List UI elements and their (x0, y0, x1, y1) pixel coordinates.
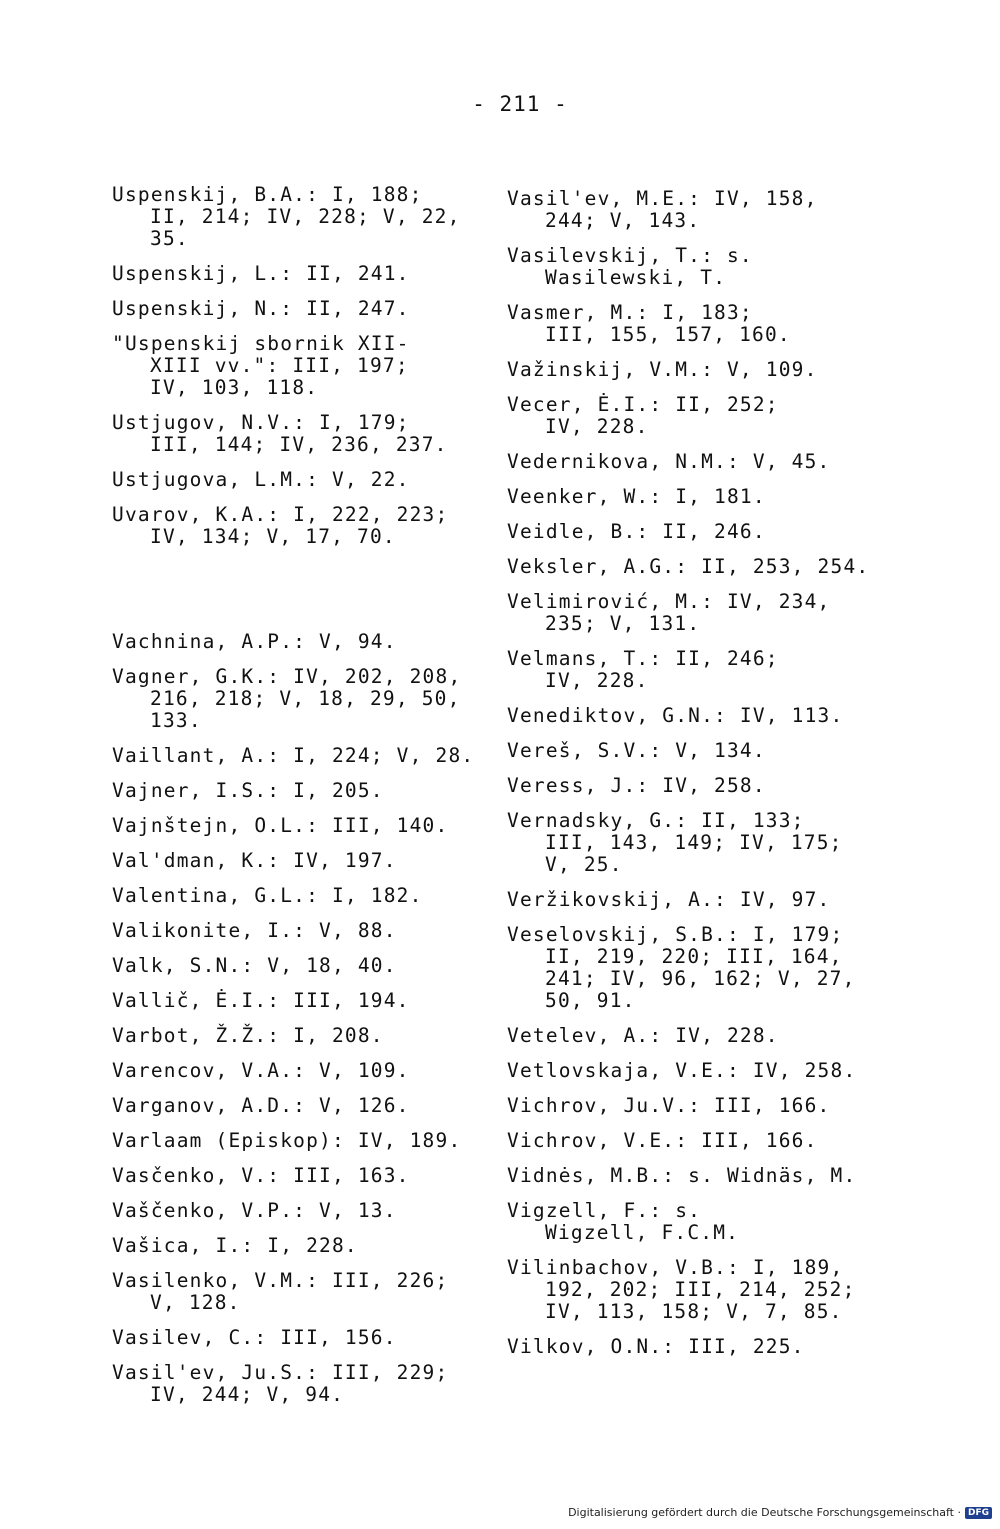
entry-heading-line: Vetelev, A.: IV, 228. (507, 1024, 779, 1047)
entry-continuation-line: IV, 228. (545, 415, 649, 438)
index-entry (112, 920, 512, 942)
entry-heading-line: Vernadsky, G.: II, 133; (507, 809, 805, 832)
index-entry (112, 1130, 512, 1152)
entry-heading-line: Vilinbachov, V.B.: I, 189, (507, 1256, 844, 1279)
entry-heading-line: Vajnštejn, O.L.: III, 140. (112, 814, 449, 837)
index-entry (507, 486, 907, 508)
entry-continuation-line: 35. (150, 227, 189, 250)
entry-continuation-line: V, 25. (545, 853, 623, 876)
entry-continuation-line: II, 214; IV, 228; V, 22, (150, 205, 461, 228)
entry-continuation-line: Wasilewski, T. (545, 266, 727, 289)
entry-heading-line: Ustjugova, L.M.: V, 22. (112, 468, 410, 491)
index-entry (507, 556, 907, 578)
index-entry (507, 245, 907, 289)
entry-heading-line: Vaillant, A.: I, 224; V, 28. (112, 744, 475, 767)
index-entry (507, 1060, 907, 1082)
entry-continuation-line: III, 144; IV, 236, 237. (150, 433, 448, 456)
index-entry (112, 850, 512, 872)
entry-heading-line: Uspenskij, B.A.: I, 188; (112, 183, 423, 206)
entry-continuation-line: IV, 228. (545, 669, 649, 692)
entry-continuation-line: 133. (150, 709, 202, 732)
index-entry (112, 1327, 512, 1349)
entry-heading-line: Vasilevskij, T.: s. (507, 244, 753, 267)
entry-heading-line: Vecer, Ė.I.: II, 252; (507, 393, 779, 416)
index-entry (112, 1362, 512, 1406)
index-entry (112, 1270, 512, 1314)
index-entry (507, 1257, 907, 1323)
index-column-left (112, 184, 512, 1419)
index-entry (507, 1165, 907, 1187)
entry-continuation-line: III, 155, 157, 160. (545, 323, 791, 346)
entry-heading-line: Vallič, Ė.I.: III, 194. (112, 989, 410, 1012)
entry-heading-line: Veress, J.: IV, 258. (507, 774, 766, 797)
footer-text: Digitalisierung gefördert durch die Deutsche Forschungsgemeinschaft · (568, 1506, 961, 1519)
entry-heading-line: "Uspenskij sbornik XII- (112, 332, 410, 355)
entry-heading-line: Val'dman, K.: IV, 197. (112, 849, 397, 872)
entry-heading-line: Varencov, V.A.: V, 109. (112, 1059, 410, 1082)
letter-section-gap (112, 561, 512, 631)
entry-continuation-line: IV, 244; V, 94. (150, 1383, 345, 1406)
entry-heading-line: Vachnina, A.P.: V, 94. (112, 630, 397, 653)
index-entry (112, 990, 512, 1012)
index-entry (112, 412, 512, 456)
entry-heading-line: Vasčenko, V.: III, 163. (112, 1164, 410, 1187)
entry-heading-line: Veenker, W.: I, 181. (507, 485, 766, 508)
entry-heading-line: Veržikovskij, A.: IV, 97. (507, 888, 831, 911)
entry-heading-line: Vašica, I.: I, 228. (112, 1234, 358, 1257)
entry-continuation-line: III, 143, 149; IV, 175; (545, 831, 843, 854)
index-entry (507, 394, 907, 438)
entry-continuation-line: 216, 218; V, 18, 29, 50, (150, 687, 461, 710)
index-entry (507, 302, 907, 346)
entry-heading-line: Vilkov, O.N.: III, 225. (507, 1335, 805, 1358)
index-entry (112, 263, 512, 285)
index-entry (507, 924, 907, 1012)
entry-continuation-line: 241; IV, 96, 162; V, 27, (545, 967, 856, 990)
entry-continuation-line: V, 128. (150, 1291, 241, 1314)
entry-heading-line: Vasilenko, V.M.: III, 226; (112, 1269, 449, 1292)
entry-continuation-line: 235; V, 131. (545, 612, 701, 635)
entry-heading-line: Vigzell, F.: s. (507, 1199, 702, 1222)
index-entry (507, 521, 907, 543)
index-entry (112, 184, 512, 250)
index-entry (112, 666, 512, 732)
index-entry (507, 810, 907, 876)
index-entry (112, 1200, 512, 1222)
index-entry (112, 1025, 512, 1047)
entry-heading-line: Vidnės, M.B.: s. Widnäs, M. (507, 1164, 857, 1187)
entry-heading-line: Velimirović, M.: IV, 234, (507, 590, 831, 613)
entry-continuation-line: Wigzell, F.C.M. (545, 1221, 740, 1244)
entry-heading-line: Vichrov, V.E.: III, 166. (507, 1129, 818, 1152)
entry-heading-line: Valentina, G.L.: I, 182. (112, 884, 423, 907)
entry-continuation-line: 50, 91. (545, 989, 636, 1012)
index-entry (112, 631, 512, 653)
entry-heading-line: Važinskij, V.M.: V, 109. (507, 358, 818, 381)
index-entry (507, 1095, 907, 1117)
entry-heading-line: Veidle, B.: II, 246. (507, 520, 766, 543)
index-entry (112, 780, 512, 802)
entry-heading-line: Varganov, A.D.: V, 126. (112, 1094, 410, 1117)
index-entry (112, 745, 512, 767)
entry-heading-line: Vaščenko, V.P.: V, 13. (112, 1199, 397, 1222)
entry-heading-line: Velmans, T.: II, 246; (507, 647, 779, 670)
entry-heading-line: Vichrov, Ju.V.: III, 166. (507, 1094, 831, 1117)
entry-heading-line: Vereš, S.V.: V, 134. (507, 739, 766, 762)
index-entry (507, 1200, 907, 1244)
entry-continuation-line: XIII vv.": III, 197; (150, 354, 409, 377)
entry-heading-line: Valikonite, I.: V, 88. (112, 919, 397, 942)
index-entry (507, 1130, 907, 1152)
index-entry (507, 1025, 907, 1047)
index-entry (507, 188, 907, 232)
entry-continuation-line: IV, 103, 118. (150, 376, 319, 399)
index-entry (507, 889, 907, 911)
entry-heading-line: Vedernikova, N.M.: V, 45. (507, 450, 831, 473)
entry-heading-line: Vasilev, C.: III, 156. (112, 1326, 397, 1349)
entry-continuation-line: 192, 202; III, 214, 252; (545, 1278, 856, 1301)
index-entry (507, 775, 907, 797)
entry-heading-line: Vajner, I.S.: I, 205. (112, 779, 384, 802)
index-entry (112, 1060, 512, 1082)
entry-heading-line: Uvarov, K.A.: I, 222, 223; (112, 503, 449, 526)
entry-heading-line: Vetlovskaja, V.E.: IV, 258. (507, 1059, 857, 1082)
entry-heading-line: Ustjugov, N.V.: I, 179; (112, 411, 410, 434)
index-entry (507, 740, 907, 762)
index-entry (112, 298, 512, 320)
index-entry (507, 648, 907, 692)
index-entry (112, 815, 512, 837)
page-number: - 211 - (472, 92, 568, 116)
entry-heading-line: Uspenskij, N.: II, 247. (112, 297, 410, 320)
entry-continuation-line: IV, 113, 158; V, 7, 85. (545, 1300, 843, 1323)
index-entry (112, 1235, 512, 1257)
entry-heading-line: Uspenskij, L.: II, 241. (112, 262, 410, 285)
index-entry (112, 1165, 512, 1187)
index-entry (112, 885, 512, 907)
index-entry (507, 451, 907, 473)
entry-heading-line: Venediktov, G.N.: IV, 113. (507, 704, 844, 727)
index-column-right (507, 188, 907, 1371)
index-entry (112, 1095, 512, 1117)
entry-heading-line: Vasil'ev, Ju.S.: III, 229; (112, 1361, 449, 1384)
entry-heading-line: Vagner, G.K.: IV, 202, 208, (112, 665, 462, 688)
entry-heading-line: Veksler, A.G.: II, 253, 254. (507, 555, 870, 578)
index-entry (112, 955, 512, 977)
index-entry (507, 591, 907, 635)
entry-heading-line: Varlaam (Episkop): IV, 189. (112, 1129, 462, 1152)
entry-continuation-line: 244; V, 143. (545, 209, 701, 232)
entry-heading-line: Veselovskij, S.B.: I, 179; (507, 923, 844, 946)
entry-heading-line: Vasil'ev, M.E.: IV, 158, (507, 187, 818, 210)
index-entry (112, 469, 512, 491)
entry-continuation-line: II, 219, 220; III, 164, (545, 945, 843, 968)
index-entry (507, 1336, 907, 1358)
index-entry (112, 333, 512, 399)
entry-heading-line: Valk, S.N.: V, 18, 40. (112, 954, 397, 977)
entry-heading-line: Vasmer, M.: I, 183; (507, 301, 753, 324)
entry-continuation-line: IV, 134; V, 17, 70. (150, 525, 396, 548)
index-entry (507, 359, 907, 381)
index-entry (112, 504, 512, 548)
entry-heading-line: Varbot, Ž.Ž.: I, 208. (112, 1024, 384, 1047)
index-entry (507, 705, 907, 727)
dfg-logo: DFG (965, 1507, 992, 1519)
footer (568, 1506, 992, 1519)
